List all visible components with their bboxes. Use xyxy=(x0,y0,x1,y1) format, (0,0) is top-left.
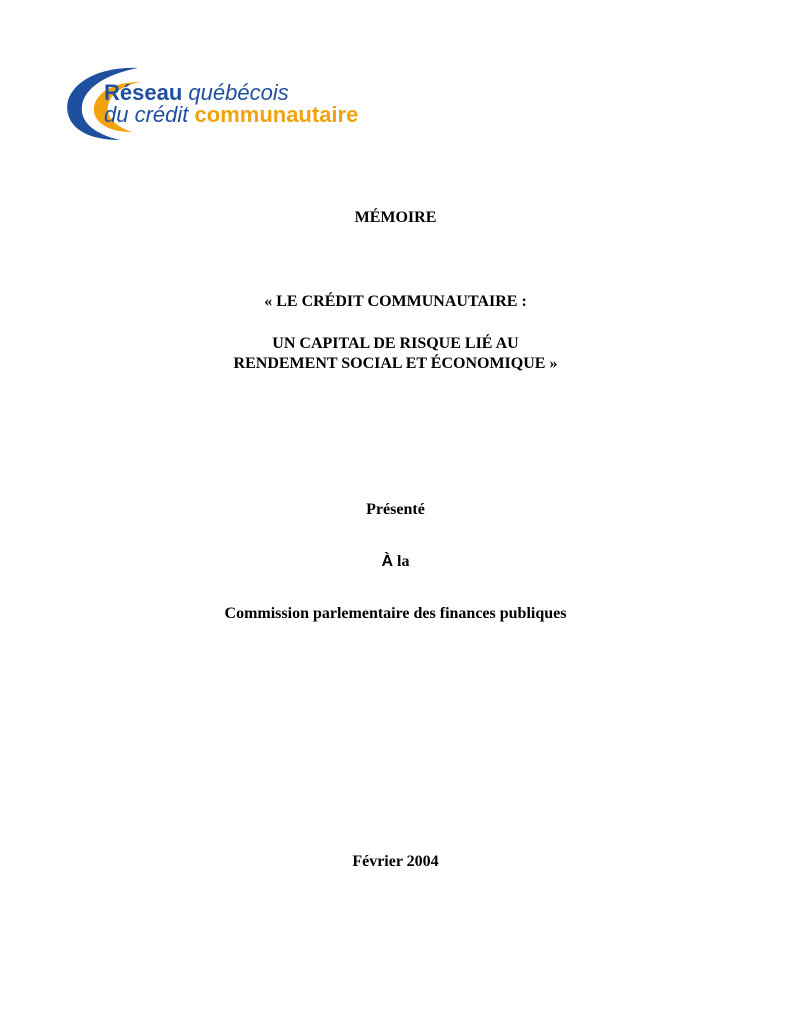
recipient-name: Commission parlementaire des finances publiques xyxy=(224,605,567,622)
recipient-prefix-a: À xyxy=(381,553,394,570)
logo-text-line-1 xyxy=(104,82,289,104)
logo-word-communautaire: communautaire xyxy=(194,102,359,127)
recipient-prefix xyxy=(0,552,791,572)
title-line-1: « LE CRÉDIT COMMUNAUTAIRE : xyxy=(264,293,527,310)
title-line-2: UN CAPITAL DE RISQUE LIÉ AU xyxy=(272,335,519,352)
logo-text-line-2 xyxy=(104,104,358,126)
logo-word-quebecois: québécois xyxy=(188,80,289,105)
logo-word-du-credit: du crédit xyxy=(104,102,189,127)
logo-word-reseau: Réseau xyxy=(104,80,183,105)
title-line-3: RENDEMENT SOCIAL ET ÉCONOMIQUE » xyxy=(233,355,558,372)
presented-label: Présenté xyxy=(366,501,425,518)
recipient-prefix-la: la xyxy=(393,553,410,570)
document-date: Février 2004 xyxy=(352,853,439,870)
document-heading: MÉMOIRE xyxy=(354,209,437,226)
organization-logo xyxy=(60,62,359,152)
